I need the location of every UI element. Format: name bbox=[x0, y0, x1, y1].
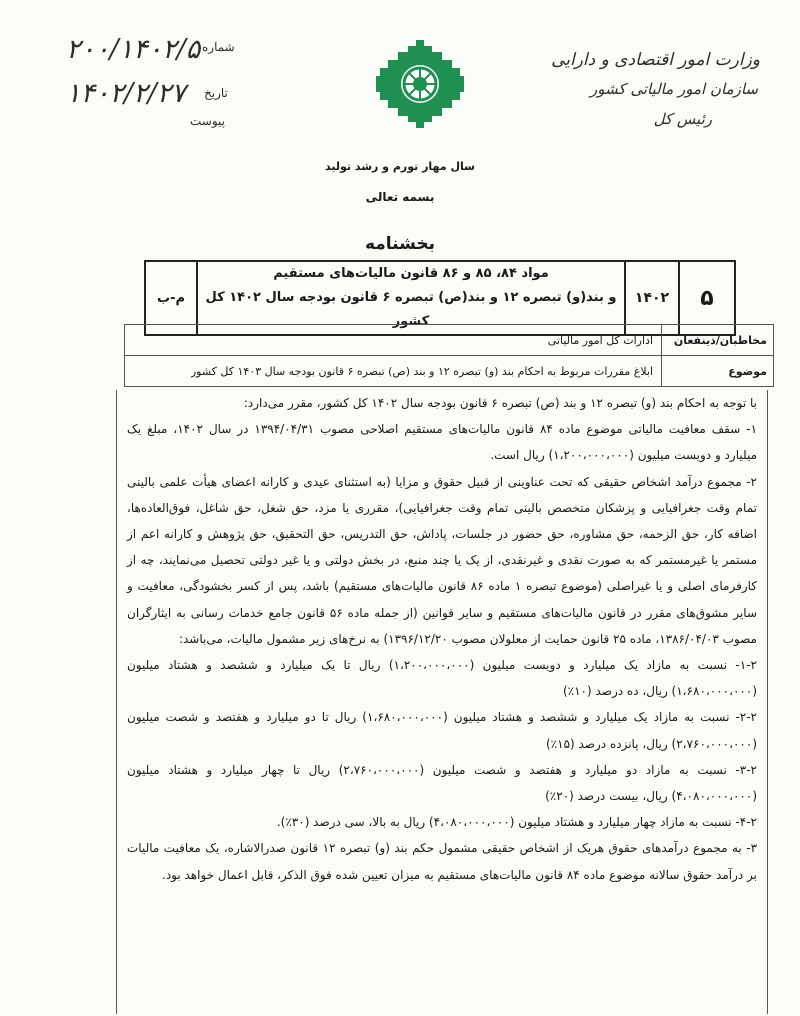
title-line-1: مواد ۸۴، ۸۵ و ۸۶ قانون مالیات‌های مستقیم bbox=[273, 266, 549, 281]
title-line-2: و بند(و) تبصره ۱۲ و بند(ص) تبصره ۶ قانون بودجه سال ۱۴۰۲ کل کشور bbox=[205, 290, 617, 329]
serial-cell: ۵ bbox=[679, 261, 735, 335]
year-slogan: سال مهار تورم و رشد تولید bbox=[325, 160, 475, 173]
body-paragraph: ۴-۲- نسبت به مازاد چهار میلیارد و هشتاد میلیون (۴،۰۸۰،۰۰۰،۰۰۰) ریال به بالا، سی درصد (۳۰٪). bbox=[276, 815, 757, 830]
circular-body bbox=[116, 390, 768, 1014]
code-cell: م-ب bbox=[145, 261, 197, 335]
body-paragraph: ۲- مجموع درآمد اشخاص حقیقی که تحت عناوینی از قبیل حقوق و مزایا (به استثنای عیدی و کارانه اعضای هیأت علمی بالینی تمام وقت جغرافیایی و پزشکان متخصص بالینی تمام وقت جغرافیایی)، مقرری یا مزد، حق شغل، حق شاغل، فوق‌العاده‌ها، اضافه کار، حق الزحمه، حق مشاوره، حق حضور در جلسات، پاداش، حق التدریس، حق التحقیق، حق پژوهش و کارانه اعم از مستمر یا غیرمستمر که به صورت نقدی و غیرنقدی، از یک یا چند منبع، در بخش دولتی و یا غیر دولتی تحصیل می‌نمایند، چه از کارفرمای اصلی و یا غیراصلی (موضوع تبصره ۱ ماده ۸۶ قانون مالیات‌های مستقیم) باشد، پس از کسر بخشودگی، معافیت و سایر مشوق‌های مقرر در قانون مالیات‌های مستقیم و سایر قوانین (از جمله ماده ۵۶ قانون جامع خدمات رسانی به ایثارگران مصوب ۱۳۸۶/۰۴/۰۳، ماده ۲۵ قانون حمایت از معلولان مصوب ۱۳۹۶/۱۲/۲۰) به نرخ‌های زیر مشمول مالیات، می‌باشد: bbox=[127, 474, 758, 646]
date-value: ۱۴۰۲/۲/۲۷ bbox=[66, 78, 186, 109]
subject-label: موضوع bbox=[661, 356, 773, 386]
office-name: رئیس کل bbox=[653, 110, 712, 128]
subject-value: ابلاغ مقررات مربوط به احکام بند (و) تبصره ۱۲ و بند (ص) تبصره ۶ قانون بودجه سال ۱۴۰۳ کل کشور bbox=[190, 364, 653, 378]
audience-value: ادارات کل امور مالیاتی bbox=[547, 333, 653, 347]
body-paragraph: ۱-۲- نسبت به مازاد یک میلیارد و دویست میلیون (۱،۲۰۰،۰۰۰،۰۰۰) ریال تا یک میلیارد و ششصد و هشتاد میلیون (۱،۶۸۰،۰۰۰،۰۰۰) ریال، ده درصد (۱۰٪) bbox=[127, 658, 757, 699]
year-cell: ۱۴۰۲ bbox=[625, 261, 679, 335]
attachment-label: پیوست bbox=[190, 114, 225, 128]
subject-row bbox=[124, 355, 774, 387]
invocation: بسمه تعالی bbox=[365, 190, 435, 204]
number-value: ۲۰۰/۱۴۰۲/۵ bbox=[66, 34, 201, 65]
document-type: بخشنامه bbox=[364, 234, 436, 254]
date-label: تاریخ bbox=[204, 86, 228, 100]
ministry-name: وزارت امور اقتصادی و دارایی bbox=[551, 50, 760, 70]
body-paragraph: ۳-۲- نسبت به مازاد دو میلیارد و هفتصد و شصت میلیون (۲،۷۶۰،۰۰۰،۰۰۰) ریال تا چهار میلیارد و هشتاد میلیون (۴،۰۸۰،۰۰۰،۰۰۰) ریال، بیست درصد (۲۰٪) bbox=[127, 762, 757, 804]
audience-row bbox=[124, 324, 774, 355]
tax-organization-emblem-icon bbox=[376, 40, 464, 128]
number-label: شماره bbox=[202, 40, 235, 54]
organization-name: سازمان امور مالیاتی کشور bbox=[590, 80, 758, 98]
body-paragraph: با توجه به احکام بند (و) تبصره ۱۲ و بند (ص) تبصره ۶ قانون بودجه سال ۱۴۰۲ کل کشور، مقرر می‌دارد: bbox=[243, 396, 757, 410]
meta-table bbox=[124, 324, 774, 387]
body-paragraph: ۱- سقف معافیت مالیاتی موضوع ماده ۸۴ قانون مالیات‌های مستقیم اصلاحی مصوب ۱۳۹۴/۰۴/۳۱ در سال ۱۴۰۲، مبلغ یک میلیارد و دویست میلیون (۱،۲۰۰،۰۰۰،۰۰۰) ریال است. bbox=[127, 422, 758, 463]
body-paragraph: ۲-۲- نسبت به مازاد یک میلیارد و ششصد و هشتاد میلیون (۱،۶۸۰،۰۰۰،۰۰۰) ریال تا دو میلیارد و هفتصد و شصت میلیون (۲،۷۶۰،۰۰۰،۰۰۰) ریال، پانزده درصد (۱۵٪) bbox=[127, 710, 757, 751]
body-paragraph: ۳- به مجموع درآمدهای حقوق هریک از اشخاص حقیقی مشمول حکم بند (و) تبصره ۱۲ قانون صدرالاشاره، یک معافیت مالیات بر درآمد حقوق سالانه موضوع ماده ۸۴ قانون مالیات‌های مستقیم به میزان تعیین شده فوق الذکر، قابل اعمال خواهد بود. bbox=[127, 841, 758, 882]
audience-label: مخاطبان/ذینفعان bbox=[661, 325, 773, 355]
